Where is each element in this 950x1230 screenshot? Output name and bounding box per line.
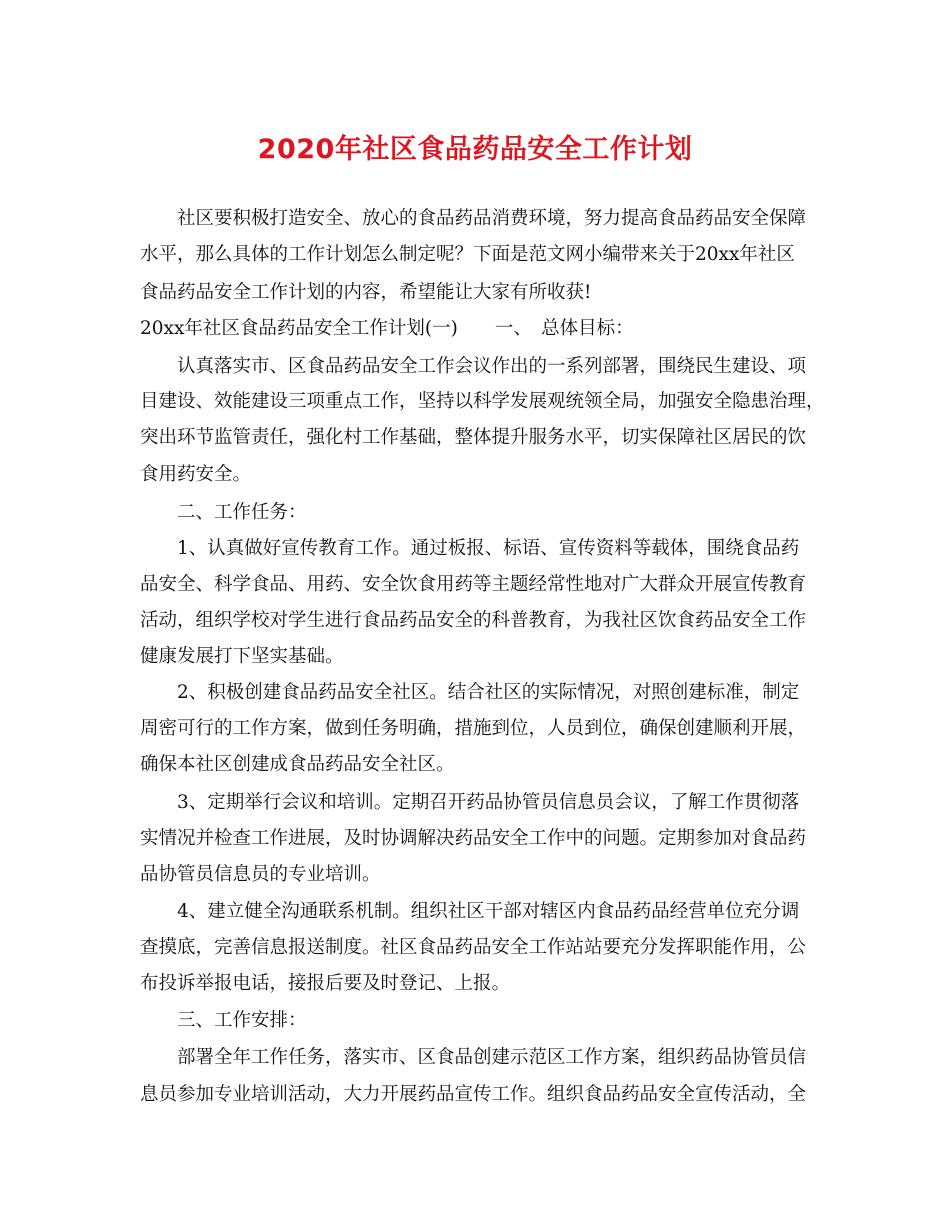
body-line-22: 布投诉举报电话，接报后要及时登记、上报。 <box>140 973 511 994</box>
body-line-2: 水平，那么具体的工作计划怎么制定呢？下面是范文网小编带来关于20xx年社区 <box>140 244 795 265</box>
body-line-16: 确保本社区创建成食品药品安全社区。 <box>140 754 455 775</box>
section-heading-plan-1: 20xx年社区食品药品安全工作计划(一) 一、 总体目标： <box>140 318 634 339</box>
body-line-12: 活动，组织学校对学生进行食品药品安全的科普教育，为我社区饮食药品安全工作 <box>140 610 807 631</box>
body-line-24: 部署全年工作任务，落实市、区食品创建示范区工作方案，组织药品协管员信 <box>140 1047 807 1068</box>
body-line-3: 食品药品安全工作计划的内容，希望能让大家有所收获! <box>140 282 592 303</box>
body-line-19: 品协管员信息员的专业培训。 <box>140 864 381 885</box>
document-title: 2020年社区食品药品安全工作计划 <box>257 134 693 165</box>
body-line-11: 品安全、科学食品、用药、安全饮食用药等主题经常性地对广大群众开展宣传教育 <box>140 574 807 595</box>
body-line-6: 目建设、效能建设三项重点工作，坚持以科学发展观统领全局，加强安全隐患治理， <box>140 391 825 412</box>
body-line-1: 社区要积极打造安全、放心的食品药品消费环境，努力提高食品药品安全保障 <box>140 208 807 229</box>
body-line-8: 食用药安全。 <box>140 464 252 485</box>
section-heading-tasks: 二、工作任务： <box>140 502 307 523</box>
body-line-15: 周密可行的工作方案，做到任务明确，措施到位，人员到位，确保创建顺利开展， <box>140 718 807 739</box>
section-heading-arrangement: 三、工作安排： <box>140 1010 307 1031</box>
body-line-14: 2、积极创建食品药品安全社区。结合社区的实际情况，对照创建标准，制定 <box>140 682 800 703</box>
body-line-13: 健康发展打下坚实基础。 <box>140 646 344 667</box>
body-line-20: 4、建立健全沟通联系机制。组织社区干部对辖区内食品药品经营单位充分调 <box>140 901 800 922</box>
body-line-10: 1、认真做好宣传教育工作。通过板报、标语、宣传资料等载体，围绕食品药 <box>140 538 800 559</box>
body-line-7: 突出环节监管责任，强化村工作基础，整体提升服务水平，切实保障社区居民的饮 <box>140 427 807 448</box>
body-line-25: 息员参加专业培训活动，大力开展药品宣传工作。组织食品药品安全宣传活动，全 <box>140 1084 807 1105</box>
body-line-18: 实情况并检查工作进展，及时协调解决药品安全工作中的问题。定期参加对食品药 <box>140 828 807 849</box>
body-line-17: 3、定期举行会议和培训。定期召开药品协管员信息员会议，了解工作贯彻落 <box>140 792 800 813</box>
body-line-21: 查摸底，完善信息报送制度。社区食品药品安全工作站站要充分发挥职能作用，公 <box>140 937 807 958</box>
body-line-5: 认真落实市、区食品药品安全工作会议作出的一系列部署，围绕民生建设、项 <box>140 356 807 377</box>
